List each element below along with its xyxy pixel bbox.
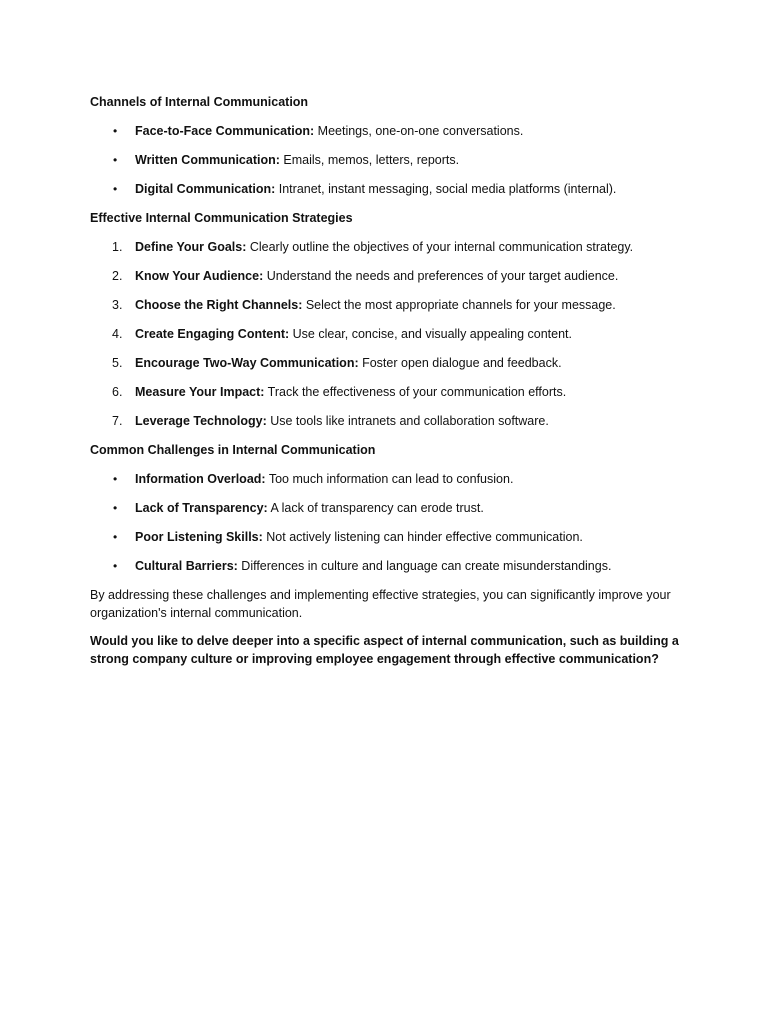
list-number: 5. <box>112 356 123 370</box>
list-item-text: Use tools like intranets and collaboration software. <box>266 414 549 428</box>
list-item <box>90 180 690 198</box>
list-item-term: Define Your Goals: <box>135 240 247 254</box>
list-item-text: Meetings, one-on-one conversations. <box>314 124 524 138</box>
list-item-term: Cultural Barriers: <box>135 559 238 573</box>
list-item-term: Poor Listening Skills: <box>135 530 263 544</box>
strategies-list <box>90 238 690 430</box>
list-item-text: Emails, memos, letters, reports. <box>279 153 460 167</box>
list-item <box>90 412 690 430</box>
list-item-term: Encourage Two-Way Communication: <box>135 356 359 370</box>
section-heading-challenges: Common Challenges in Internal Communication <box>90 443 376 457</box>
bullet-marker: • <box>113 559 118 573</box>
bullet-marker: • <box>113 472 118 486</box>
list-item <box>90 238 690 256</box>
section-heading-strategies: Effective Internal Communication Strategies <box>90 211 353 225</box>
list-item-text: Foster open dialogue and feedback. <box>358 356 562 370</box>
list-item-text: Intranet, instant messaging, social media platforms (internal). <box>275 182 617 196</box>
list-item <box>90 325 690 343</box>
list-item-text: Select the most appropriate channels for your message. <box>302 298 616 312</box>
list-item-text: Understand the needs and preferences of your target audience. <box>263 269 619 283</box>
list-item-text: Too much information can lead to confusion. <box>265 472 514 486</box>
bullet-marker: • <box>113 182 118 196</box>
list-item-term: Know Your Audience: <box>135 269 264 283</box>
list-number: 4. <box>112 327 123 341</box>
list-item <box>90 470 690 488</box>
closing-question: Would you like to delve deeper into a specific aspect of internal communication, such as building a strong company culture or improving employee engagement through effective communication? <box>90 634 679 666</box>
document-page <box>90 93 690 678</box>
list-item-term: Leverage Technology: <box>135 414 267 428</box>
list-item-term: Create Engaging Content: <box>135 327 290 341</box>
closing-paragraph: By addressing these challenges and implementing effective strategies, you can significantly improve your organization's internal communication. <box>90 588 671 620</box>
list-item-term: Written Communication: <box>135 153 280 167</box>
list-item-text: Not actively listening can hinder effective communication. <box>262 530 583 544</box>
list-item-term: Information Overload: <box>135 472 266 486</box>
list-item-text: Use clear, concise, and visually appealing content. <box>289 327 572 341</box>
list-item-term: Lack of Transparency: <box>135 501 268 515</box>
list-number: 7. <box>112 414 123 428</box>
list-number: 1. <box>112 240 123 254</box>
list-item-text: Differences in culture and language can create misunderstandings. <box>237 559 612 573</box>
list-item <box>90 499 690 517</box>
list-item <box>90 151 690 169</box>
list-item-term: Choose the Right Channels: <box>135 298 303 312</box>
bullet-marker: • <box>113 124 118 138</box>
list-item-term: Measure Your Impact: <box>135 385 265 399</box>
bullet-marker: • <box>113 501 118 515</box>
list-item-term: Face-to-Face Communication: <box>135 124 315 138</box>
list-item <box>90 267 690 285</box>
list-number: 3. <box>112 298 123 312</box>
list-item <box>90 122 690 140</box>
list-item-term: Digital Communication: <box>135 182 276 196</box>
list-item-text: Clearly outline the objectives of your internal communication strategy. <box>246 240 634 254</box>
list-number: 2. <box>112 269 123 283</box>
list-number: 6. <box>112 385 123 399</box>
challenges-list <box>90 470 690 575</box>
bullet-marker: • <box>113 153 118 167</box>
list-item <box>90 557 690 575</box>
list-item-text: A lack of transparency can erode trust. <box>267 501 484 515</box>
list-item <box>90 528 690 546</box>
section-heading-channels: Channels of Internal Communication <box>90 95 309 109</box>
bullet-marker: • <box>113 530 118 544</box>
list-item-text: Track the effectiveness of your communication efforts. <box>264 385 567 399</box>
list-item <box>90 296 690 314</box>
list-item <box>90 383 690 401</box>
channels-list <box>90 122 690 198</box>
list-item <box>90 354 690 372</box>
